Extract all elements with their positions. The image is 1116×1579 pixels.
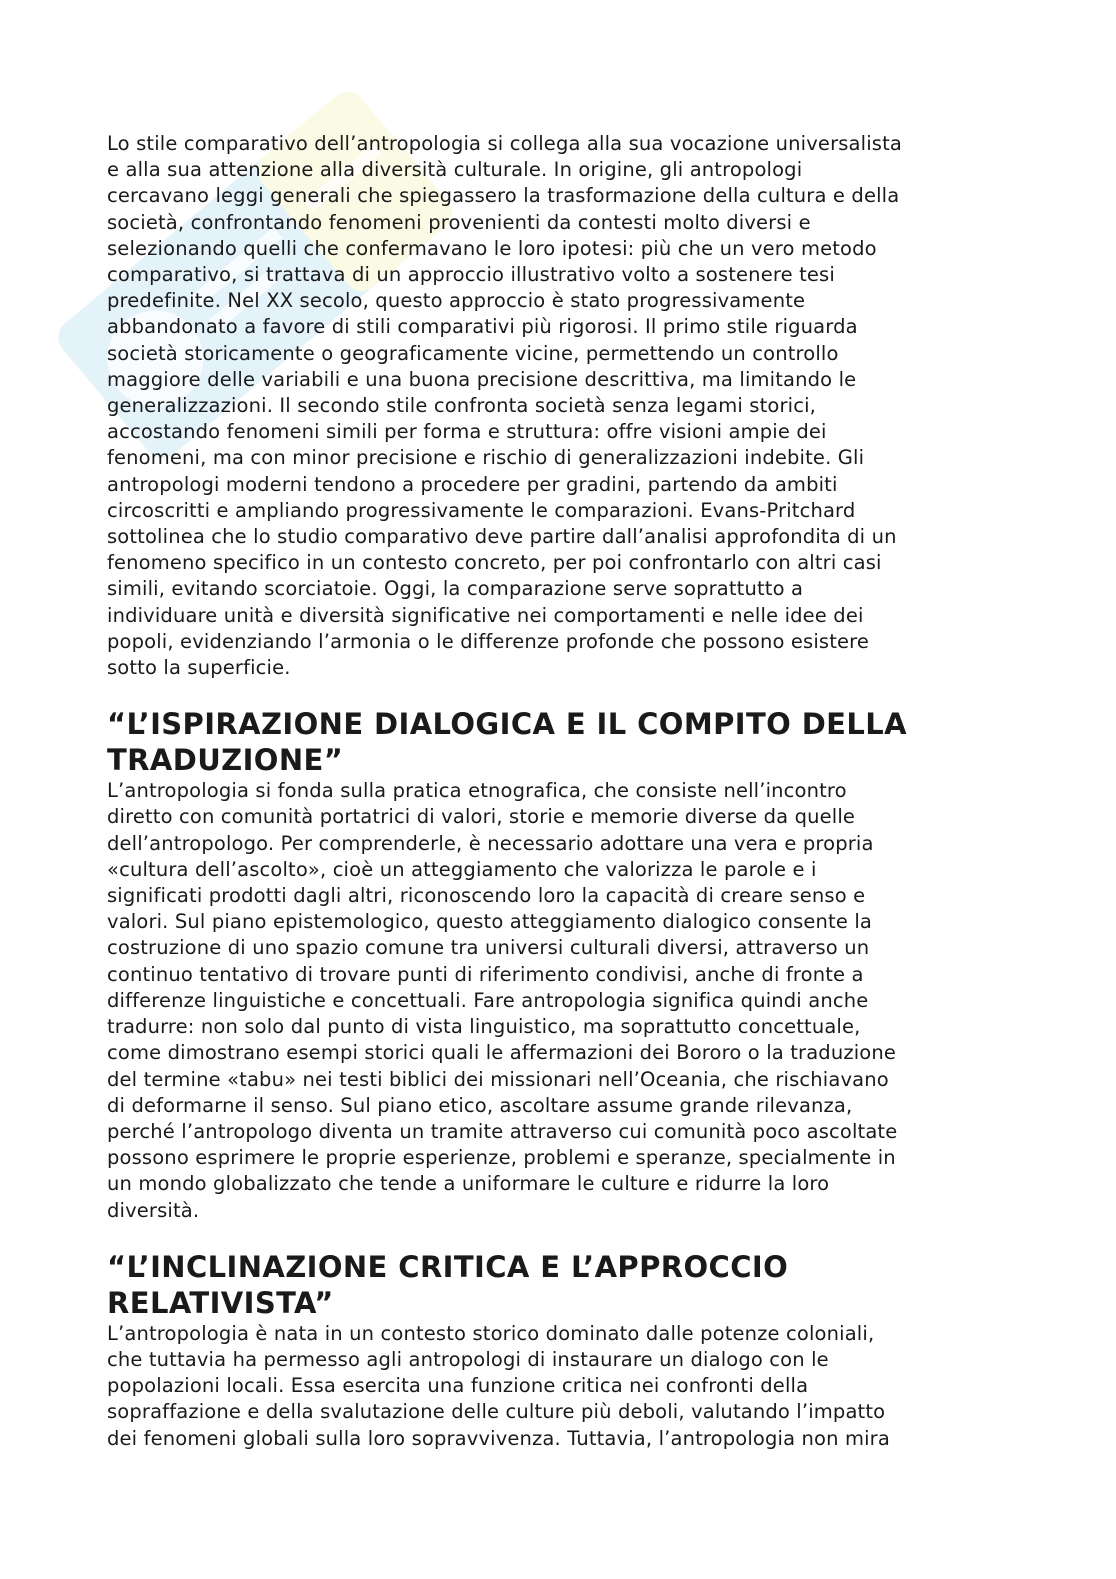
paragraph-critical-inclination: L’antropologia è nata in un contesto storico dominato dalle potenze coloniali, che tuttavia ha permesso agli antropologi di instaurare un dialogo con le popolazioni locali. Essa esercita una funzione critica nei confronti della sopraffazione e della svalutazione delle culture più deboli, valutando l’impatto dei fenomeni globali sulla loro sopravvivenza. Tuttavia, l’antropologia non mira — [107, 1321, 890, 1450]
document-page — [107, 131, 1007, 1452]
heading-critical-inclination: “L’INCLINAZIONE CRITICA E L’APPROCCIO RELATIVISTA” — [107, 1249, 789, 1320]
paragraph-dialogic-inspiration: L’antropologia si fonda sulla pratica etnografica, che consiste nell’incontro diretto con comunità portatrici di valori, storie e memorie diverse da quelle dell’antropologo. Per comprenderle, è necessario adottare una vera e propria «cultura dell’ascolto», cioè un atteggiamento che valorizza le parole e i significati prodotti dagli altri, riconoscendo loro la capacità di creare senso e valori. Sul piano epistemologico, questo atteggiamento dialogico consente la costruzione di uno spazio comune tra universi culturali diversi, attraverso un continuo tentativo di trovare punti di riferimento condivisi, anche di fronte a differenze linguistiche e concettuali. Fare antropologia significa quindi anche tradurre: non solo dal punto di vista linguistico, ma soprattutto concettuale, come dimostrano esempi storici quali le affermazioni dei Bororo o la traduzione del termine «tabu» nei testi biblici dei missionari nell’Oceania, che rischiavano di deformarne il senso. Sul piano etico, ascoltare assume grande rilevanza, perché l’antropologo diventa un tramite attraverso cui comunità poco ascoltate possono esprimere le proprie esperienze, problemi e speranze, specialmente in un mondo globalizzato che tende a uniformare le culture e ridurre la loro diversità. — [107, 779, 898, 1222]
heading-dialogic-inspiration: “L’ISPIRAZIONE DIALOGICA E IL COMPITO DELLA TRADUZIONE” — [107, 707, 907, 778]
paragraph-comparative-style: Lo stile comparativo dell’antropologia si collega alla sua vocazione universalista e alla sua attenzione alla diversità culturale. In origine, gli antropologi cercavano leggi generali che spiegassero la trasformazione della cultura e della società, confrontando fenomeni provenienti da contesti molto diversi e selezionando quelli che confermavano le loro ipotesi: più che un vero metodo comparativo, si trattava di un approccio illustrativo volto a sostenere tesi predefinite. Nel XX secolo, questo approccio è stato progressivamente abbandonato a favore di stili comparativi più rigorosi. Il primo stile riguarda società storicamente o geograficamente vicine, permettendo un controllo maggiore delle variabili e una buona precisione descrittiva, ma limitando le generalizzazioni. Il secondo stile confronta società senza legami storici, accostando fenomeni simili per forma e struttura: offre visioni ampie dei fenomeni, ma con minor precisione e rischio di generalizzazioni indebite. Gli antropologi moderni tendono a procedere per gradini, partendo da ambiti circoscritti e ampliando progressivamente le comparazioni. Evans-Pritchard sottolinea che lo studio comparativo deve partire dall’analisi approfondita di un fenomeno specifico in un contesto concreto, per poi confrontarlo con altri casi simili, evitando scorciatoie. Oggi, la comparazione serve soprattutto a individuare unità e diversità significative nei comportamenti e nelle idee dei popoli, evidenziando l’armonia o le differenze profonde che possono esistere sotto la superficie. — [107, 132, 902, 680]
